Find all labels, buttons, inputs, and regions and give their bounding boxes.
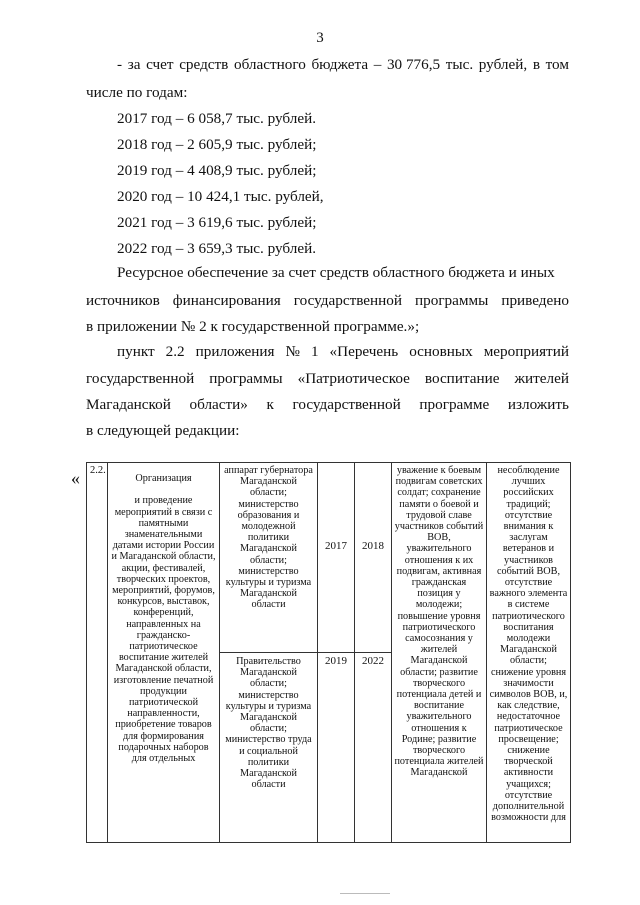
item-word: 1 [310, 343, 319, 360]
item-word: государственной [292, 396, 401, 413]
activity-text: Организация и проведение мероприятий в связи с памятными знаменательными датами истории России и Магаданской области, акции, фестивалей, творческих проектов, мероприятий, форумов, конкурсов, выставок, конференций, направленных на гражданско-патриотическое воспитание жителей Магаданской области, изготовление печатной продукции патриотической направленности, приобретение товаров для формирования подарочных наборов для отдельных [111, 473, 216, 765]
program-table [86, 462, 571, 843]
item-word: программы [209, 370, 283, 387]
item-line-3 [86, 396, 569, 414]
item-line-4: в следующей редакции: [86, 422, 240, 439]
item-line-1 [117, 343, 569, 361]
item-word: основных [409, 343, 473, 360]
end-year-cell: 2022 [355, 653, 392, 843]
item-word: жителей [514, 370, 569, 387]
budget-word: бюджета [311, 56, 369, 73]
year-line: 2021 год – 3 619,6 тыс. рублей; [117, 214, 317, 231]
item-word: № [285, 343, 300, 360]
item-word: приложения [195, 343, 275, 360]
resource-line-3: в приложении № 2 к государственной программе.»; [86, 318, 420, 335]
budget-word: – [373, 56, 382, 73]
resource-line-1: Ресурсное обеспечение за счет средств областного бюджета и иных [117, 264, 555, 281]
resource-word: источников [86, 292, 160, 309]
item-line-2 [86, 370, 569, 388]
open-quote: « [71, 468, 80, 488]
resource-word: приведено [501, 292, 569, 309]
executor-cell: Правительство Магаданской области; министерство культуры и туризма Магаданской области; министерство труда и социальной политики Магаданской области [220, 653, 318, 843]
budget-word: за [127, 56, 141, 73]
resource-line-2 [86, 292, 569, 310]
budget-word: - [117, 56, 123, 73]
budget-word: рублей, [478, 56, 528, 73]
resource-word: программы [415, 292, 489, 309]
consequences-cell: несоблюдение лучших российских традиций; отсутствие внимания к заслугам ветеранов и участников событий ВОВ, отсутствие важного элемента в системе патриотического воспитания молодежи Магаданской области; снижение уровня значимости символов ВОВ, и, как следствие, недостаточное патриотическое просвещение; снижение творческой активности учащихся; отсутствие дополнительной возможности для [487, 463, 571, 843]
year-line: 2018 год – 2 605,9 тыс. рублей; [117, 136, 317, 153]
budget-word: областного [233, 56, 306, 73]
budget-word: том [545, 56, 569, 73]
budget-word: в [532, 56, 540, 73]
executor-cell: аппарат губернатора Магаданской области; министерство образования и молодежной политики Магаданской области; министерство культуры и туризма Магаданской области [220, 463, 318, 653]
budget-word: счет [146, 56, 174, 73]
budget-word: тыс. [445, 56, 474, 73]
budget-line-continuation: числе по годам: [86, 84, 188, 101]
resource-word: финансирования [172, 292, 281, 309]
item-word: изложить [507, 396, 569, 413]
item-word: Магаданской [86, 396, 171, 413]
year-line: 2022 год – 3 659,3 тыс. рублей. [117, 240, 317, 257]
table-row [87, 463, 571, 653]
start-year-cell: 2019 [318, 653, 355, 843]
item-word: «Перечень [329, 343, 399, 360]
page-number: 3 [316, 30, 324, 46]
end-year-cell: 2018 [355, 463, 392, 653]
budget-line [117, 56, 569, 74]
item-word: «Патриотическое [297, 370, 410, 387]
year-line: 2020 год – 10 424,1 тыс. рублей, [117, 188, 324, 205]
budget-word: средств [179, 56, 229, 73]
item-word: мероприятий [483, 343, 569, 360]
budget-word: 30 776,5 [386, 56, 441, 73]
footer-divider [340, 893, 390, 894]
item-word: государственной [86, 370, 195, 387]
activity-cell [108, 463, 220, 843]
item-word: к [266, 396, 274, 413]
resource-word: государственной [293, 292, 403, 309]
item-word: программе [419, 396, 490, 413]
start-year-cell: 2017 [318, 463, 355, 653]
item-number-cell: 2.2. [87, 463, 108, 843]
item-word: области» [189, 396, 248, 413]
year-line: 2017 год – 6 058,7 тыс. рублей. [117, 110, 317, 127]
result-cell: уважение к боевым подвигам советских солдат; сохранение памяти о боевой и трудовой славе участников событий ВОВ, уважительного отношения к их подвигам, активная гражданская позиция у молодежи; повышение уровня патриотического самосознания у жителей Магаданской области; развитие творческого потенциала детей и воспитание уважительного отношения к Родине; развитие творческого потенциала жителей Магаданской [392, 463, 487, 843]
item-word: воспитание [424, 370, 500, 387]
year-line: 2019 год – 4 408,9 тыс. рублей; [117, 162, 317, 179]
item-word: пункт [117, 343, 155, 360]
item-word: 2.2 [165, 343, 185, 360]
